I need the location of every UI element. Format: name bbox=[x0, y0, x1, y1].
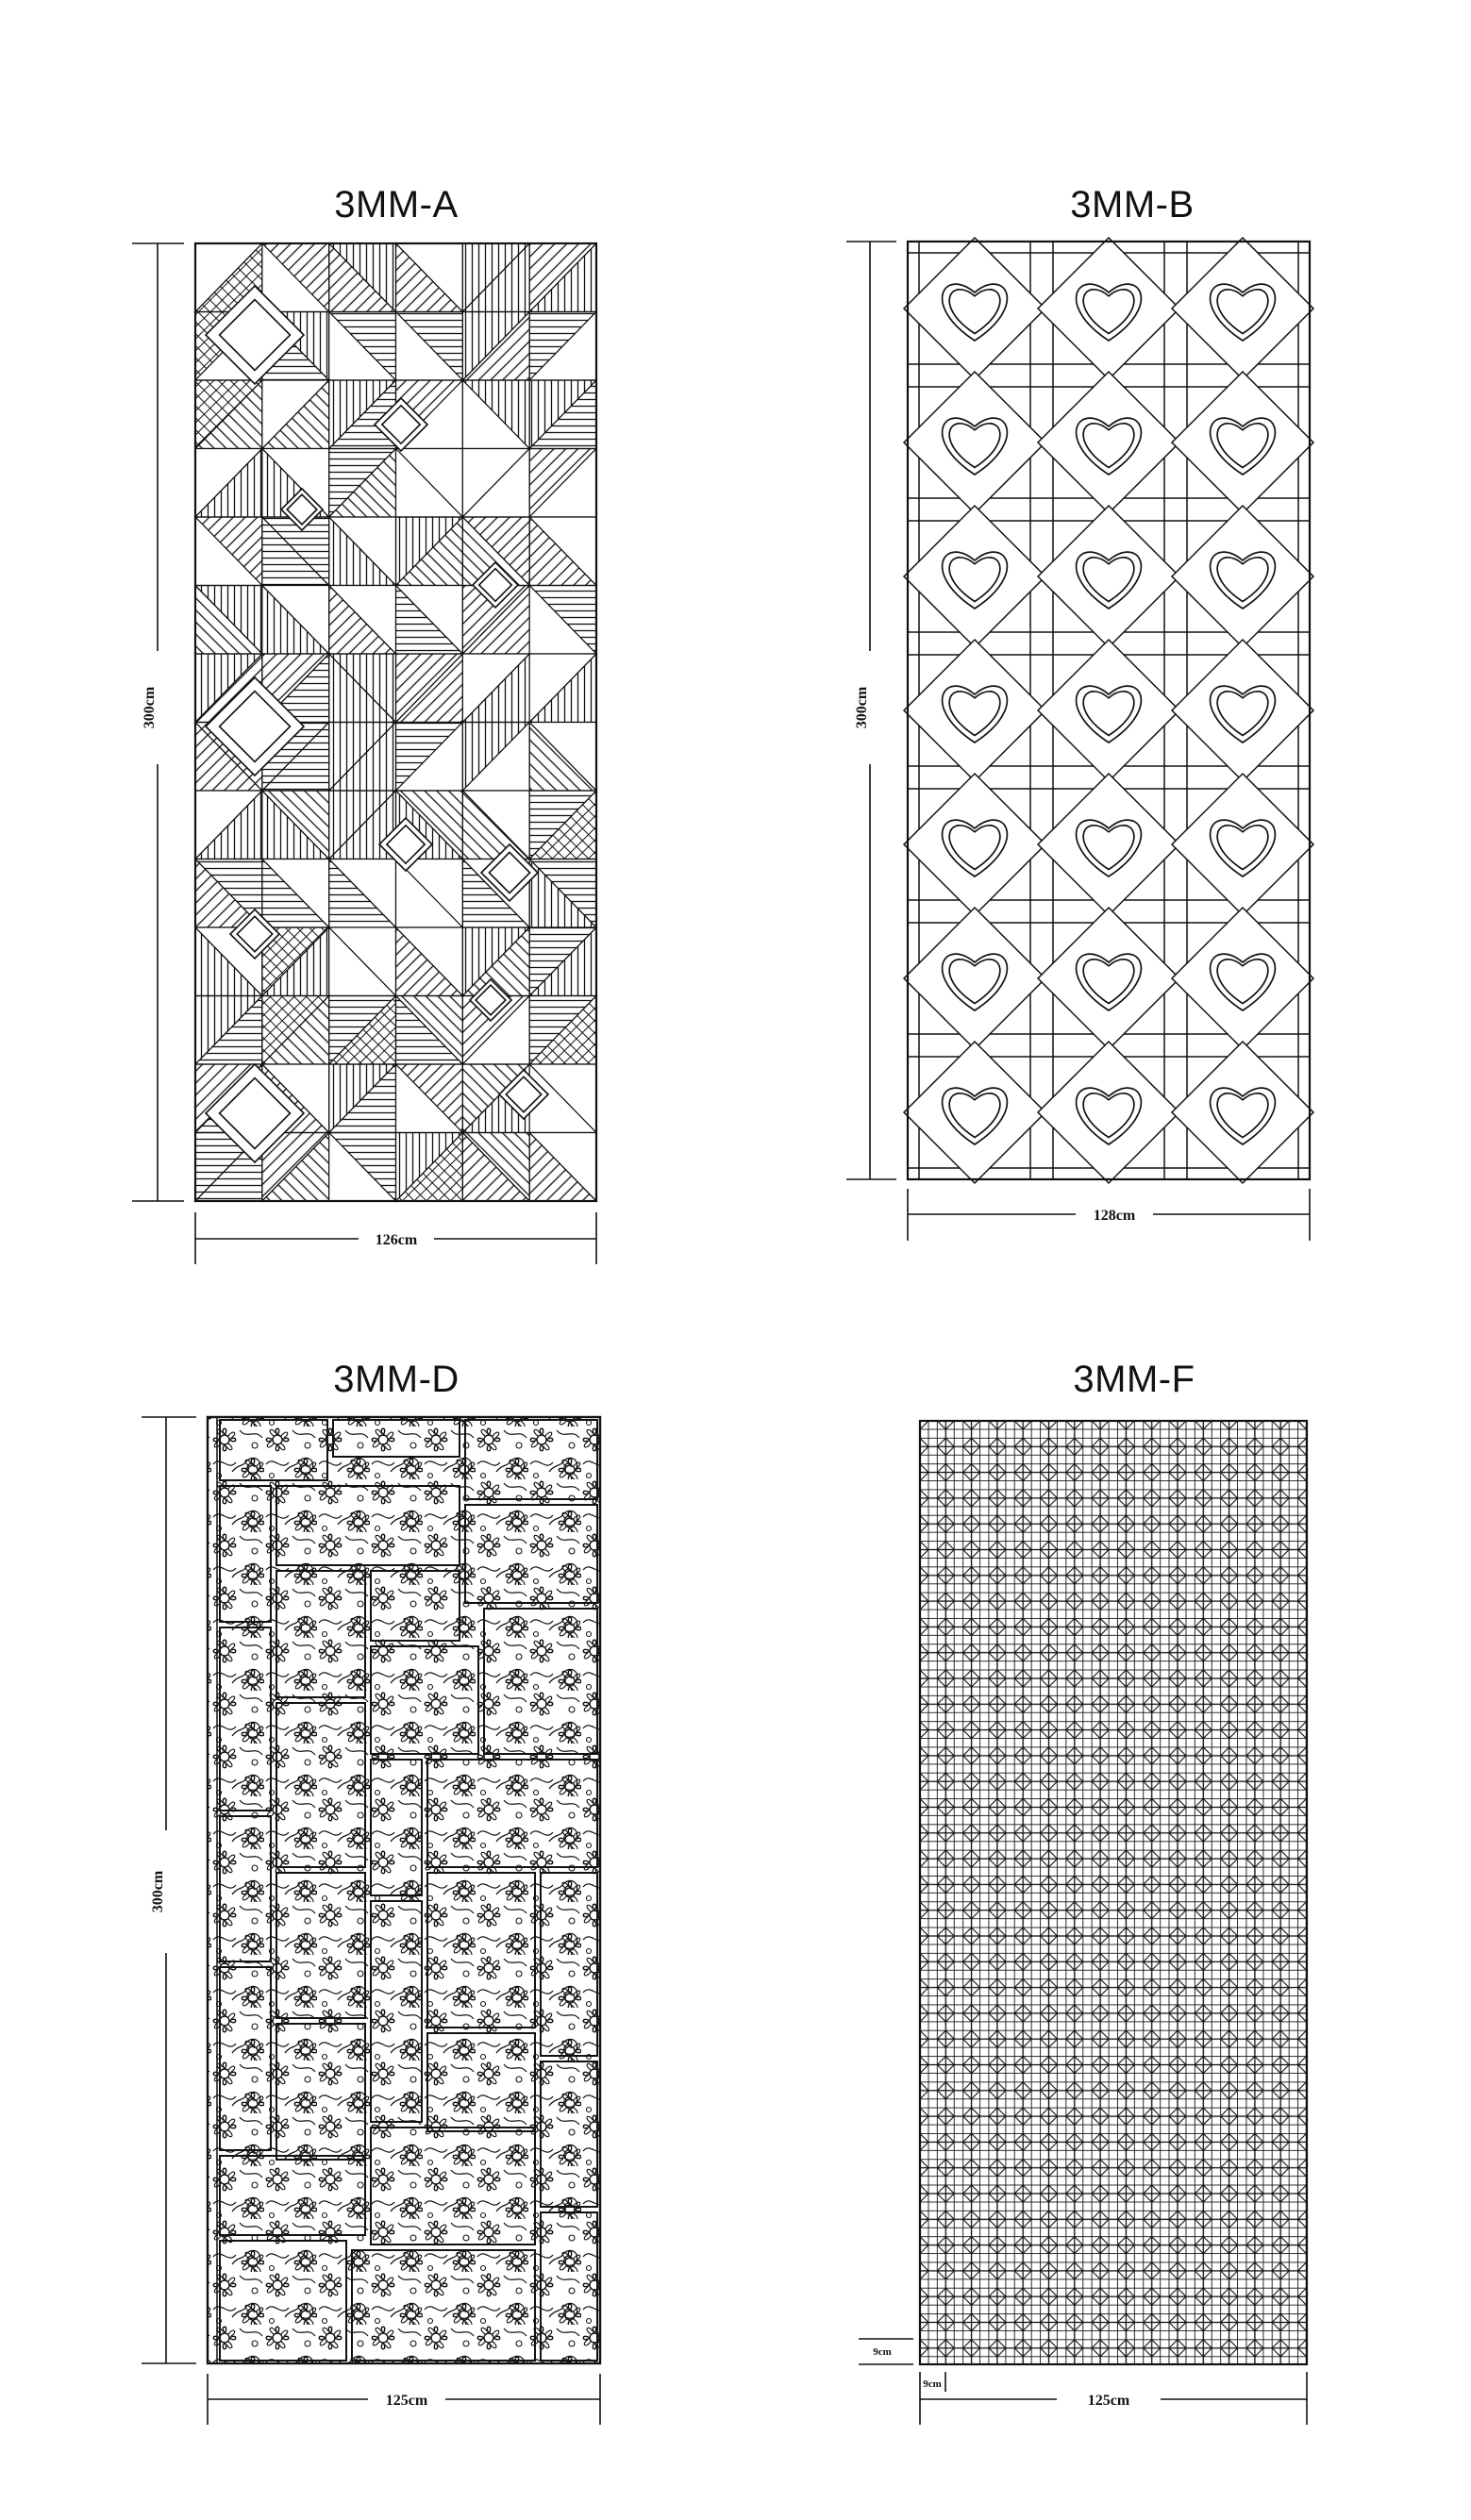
panel-f-module-width-label: 9cm bbox=[923, 2378, 942, 2390]
panel-a-height-label: 300cm bbox=[142, 686, 158, 729]
panel-d-width-label: 125cm bbox=[385, 2393, 428, 2409]
panel-a bbox=[195, 243, 596, 1201]
panel-d-height-label: 300cm bbox=[150, 1870, 166, 1913]
panel-b-title: 3MM-B bbox=[1070, 184, 1195, 225]
panel-f bbox=[920, 1421, 1307, 2364]
panel-b bbox=[904, 238, 1313, 1183]
panel-a-title: 3MM-A bbox=[334, 184, 459, 225]
panel-a-pattern bbox=[195, 243, 596, 1201]
panel-b-height-label: 300cm bbox=[854, 686, 870, 729]
panel-b-width-label: 128cm bbox=[1093, 1208, 1136, 1224]
panel-f-title: 3MM-F bbox=[1073, 1359, 1195, 1400]
panel-a-width-label: 126cm bbox=[375, 1232, 418, 1248]
panel-f-width-label: 125cm bbox=[1087, 2393, 1130, 2409]
panel-d-title: 3MM-D bbox=[333, 1359, 460, 1400]
panel-d bbox=[208, 1417, 600, 2363]
panel-f-module-height-label: 9cm bbox=[873, 2346, 892, 2358]
